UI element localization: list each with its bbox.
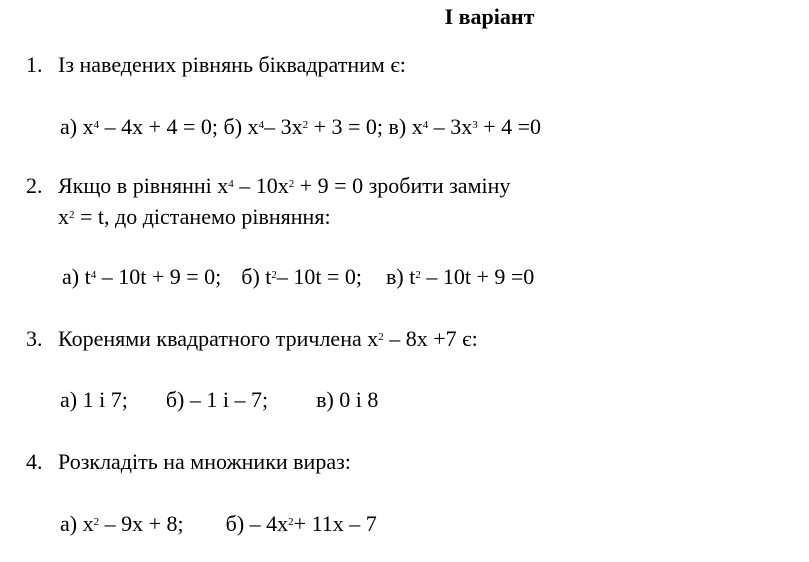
option-a-rest: – 9x + 8;	[99, 511, 184, 536]
question-text: Коренями квадратного тричлена x	[58, 326, 379, 351]
option-c-mid: – 3x	[428, 114, 473, 139]
option-b-rest: + 11x – 7	[293, 511, 377, 536]
question-number: 3.	[26, 326, 43, 351]
question-3-options	[60, 387, 378, 413]
question-number: 2.	[26, 173, 43, 198]
option-b: б) x	[218, 114, 259, 139]
question-text-mid: – 10x	[233, 173, 289, 198]
exponent: 2	[271, 269, 277, 281]
question-text: Розкладіть на множники вираз:	[58, 449, 351, 474]
exponent: 3	[472, 119, 478, 131]
option-b-rest: + 3 = 0;	[308, 114, 383, 139]
option-c: в) t	[386, 264, 416, 289]
question-text-rest: = t, до дістанемо рівняння:	[74, 204, 331, 229]
question-text: Якщо в рівнянні x	[58, 173, 229, 198]
exponent: 2	[288, 516, 294, 528]
exponent: 2	[378, 331, 384, 343]
option-a: а) 1 і 7;	[60, 387, 128, 412]
option-a: а) x	[60, 114, 94, 139]
exponent: 2	[302, 119, 309, 131]
option-a: а) x	[60, 511, 94, 536]
exponent: 4	[422, 119, 429, 131]
option-a-rest: – 4x + 4 = 0;	[99, 114, 219, 139]
question-text: Із наведених рівнянь біквадратним є:	[58, 52, 406, 77]
question-text-rest: – 8x +7 є:	[383, 326, 478, 351]
option-b-mid: – 3x	[264, 114, 303, 139]
variant-heading: І варіант	[444, 4, 535, 29]
option-b: б) – 1 і – 7;	[165, 387, 269, 412]
question-4	[26, 449, 351, 475]
exponent: 4	[258, 119, 265, 131]
exponent: 2	[69, 209, 75, 221]
option-c: в) x	[383, 114, 423, 139]
exponent: 2	[415, 269, 421, 281]
question-4-options	[60, 511, 377, 537]
option-a: а) t	[62, 264, 91, 289]
exponent: 2	[93, 516, 100, 528]
option-c-rest: + 4 =0	[477, 114, 542, 139]
exponent: 4	[93, 119, 100, 131]
exponent: 4	[90, 269, 97, 281]
option-c-rest: – 10t + 9 =0	[420, 264, 535, 289]
question-1	[26, 52, 406, 78]
question-2-line-2	[58, 204, 331, 230]
question-2-options	[62, 264, 534, 290]
question-text-rest: + 9 = 0 зробити заміну	[294, 173, 511, 198]
question-3	[26, 326, 478, 352]
option-a-rest: – 10t + 9 = 0;	[96, 264, 222, 289]
question-text: x	[58, 204, 69, 229]
question-1-options	[60, 114, 541, 140]
question-2	[26, 173, 510, 199]
question-number: 4.	[26, 449, 43, 474]
option-c: в) 0 і 8	[316, 387, 379, 412]
exponent: 4	[228, 178, 234, 190]
option-b: б) t	[241, 264, 272, 289]
question-number: 1.	[26, 52, 43, 77]
option-b: б) – 4x	[225, 511, 289, 536]
option-b-rest: – 10t = 0;	[276, 264, 363, 289]
exponent: 2	[288, 178, 295, 190]
